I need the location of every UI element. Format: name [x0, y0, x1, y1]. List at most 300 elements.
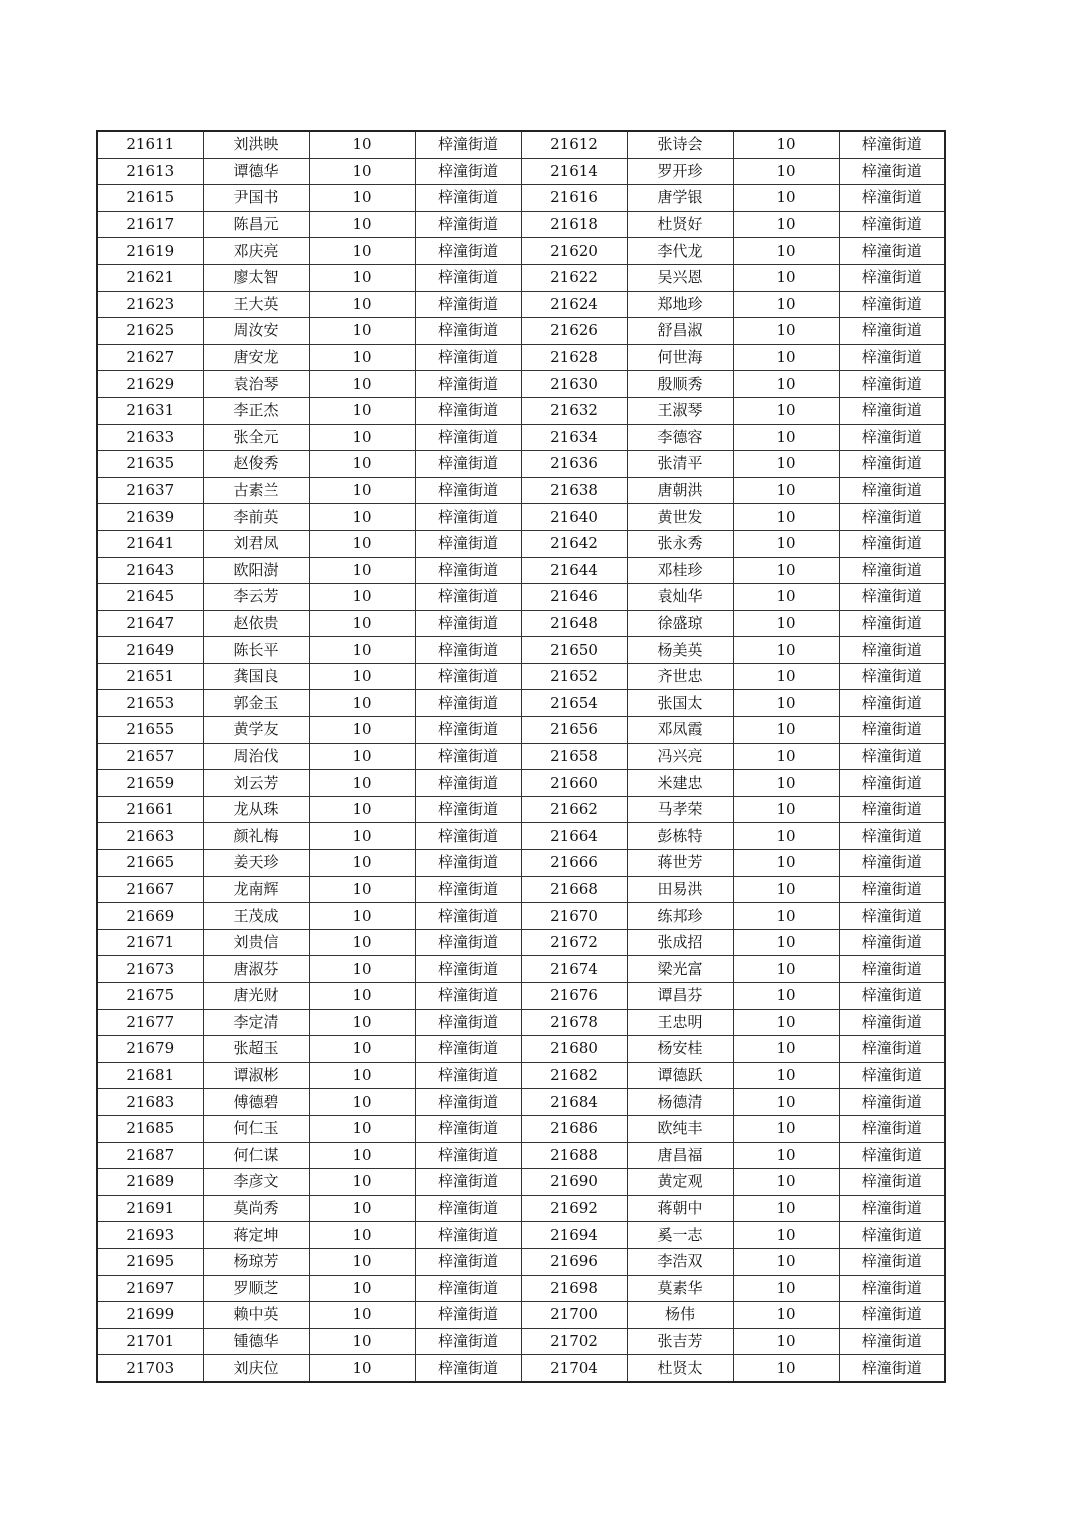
cell-id: 21618: [521, 211, 627, 238]
cell-amount: 10: [733, 1115, 839, 1142]
cell-street: 梓潼街道: [415, 743, 521, 770]
table-row: [97, 823, 945, 850]
cell-id: 21679: [97, 1036, 203, 1063]
cell-id: 21668: [521, 876, 627, 903]
cell-id: 21686: [521, 1115, 627, 1142]
table-row: [97, 903, 945, 930]
cell-name: 黄定观: [627, 1169, 733, 1196]
cell-street: 梓潼街道: [415, 663, 521, 690]
cell-amount: 10: [309, 1195, 415, 1222]
cell-name: 周治伐: [203, 743, 309, 770]
cell-street: 梓潼街道: [839, 876, 945, 903]
cell-amount: 10: [733, 637, 839, 664]
table-row: [97, 424, 945, 451]
cell-name: 杨琼芳: [203, 1248, 309, 1275]
cell-id: 21659: [97, 770, 203, 797]
cell-street: 梓潼街道: [415, 637, 521, 664]
cell-amount: 10: [309, 770, 415, 797]
cell-name: 周汝安: [203, 318, 309, 345]
cell-amount: 10: [733, 1222, 839, 1249]
cell-amount: 10: [309, 158, 415, 185]
cell-id: 21682: [521, 1062, 627, 1089]
table-row: [97, 1062, 945, 1089]
cell-street: 梓潼街道: [415, 291, 521, 318]
cell-id: 21632: [521, 397, 627, 424]
cell-amount: 10: [733, 424, 839, 451]
cell-street: 梓潼街道: [839, 717, 945, 744]
cell-name: 何世海: [627, 344, 733, 371]
table-row: [97, 1355, 945, 1382]
cell-id: 21667: [97, 876, 203, 903]
cell-street: 梓潼街道: [415, 584, 521, 611]
cell-street: 梓潼街道: [415, 424, 521, 451]
cell-amount: 10: [309, 1009, 415, 1036]
table-row: [97, 1302, 945, 1329]
table-row: [97, 929, 945, 956]
cell-street: 梓潼街道: [415, 823, 521, 850]
cell-amount: 10: [733, 318, 839, 345]
cell-name: 黄世发: [627, 504, 733, 531]
cell-amount: 10: [733, 1195, 839, 1222]
cell-amount: 10: [309, 743, 415, 770]
cell-id: 21671: [97, 929, 203, 956]
table-row: [97, 584, 945, 611]
cell-name: 莫素华: [627, 1275, 733, 1302]
cell-id: 21627: [97, 344, 203, 371]
cell-id: 21624: [521, 291, 627, 318]
cell-id: 21694: [521, 1222, 627, 1249]
cell-name: 谭昌芬: [627, 983, 733, 1010]
cell-street: 梓潼街道: [839, 344, 945, 371]
cell-street: 梓潼街道: [415, 1062, 521, 1089]
cell-name: 袁治琴: [203, 371, 309, 398]
cell-amount: 10: [733, 663, 839, 690]
cell-amount: 10: [309, 185, 415, 212]
cell-street: 梓潼街道: [415, 185, 521, 212]
cell-id: 21637: [97, 477, 203, 504]
cell-amount: 10: [733, 823, 839, 850]
cell-id: 21640: [521, 504, 627, 531]
cell-name: 李代龙: [627, 238, 733, 265]
cell-id: 21622: [521, 264, 627, 291]
cell-name: 赵俊秀: [203, 451, 309, 478]
table-row: [97, 185, 945, 212]
cell-name: 陈昌元: [203, 211, 309, 238]
cell-id: 21704: [521, 1355, 627, 1382]
cell-street: 梓潼街道: [839, 956, 945, 983]
table-row: [97, 850, 945, 877]
cell-street: 梓潼街道: [415, 504, 521, 531]
cell-name: 颜礼梅: [203, 823, 309, 850]
cell-street: 梓潼街道: [415, 1328, 521, 1355]
cell-name: 王忠明: [627, 1009, 733, 1036]
cell-name: 赵依贵: [203, 610, 309, 637]
cell-street: 梓潼街道: [839, 1248, 945, 1275]
cell-id: 21685: [97, 1115, 203, 1142]
cell-name: 何仁玉: [203, 1115, 309, 1142]
cell-id: 21646: [521, 584, 627, 611]
cell-street: 梓潼街道: [415, 318, 521, 345]
cell-amount: 10: [309, 1328, 415, 1355]
cell-id: 21657: [97, 743, 203, 770]
cell-id: 21631: [97, 397, 203, 424]
cell-street: 梓潼街道: [839, 371, 945, 398]
cell-street: 梓潼街道: [839, 131, 945, 158]
cell-amount: 10: [309, 264, 415, 291]
cell-name: 张清平: [627, 451, 733, 478]
table-row: [97, 477, 945, 504]
cell-name: 唐昌福: [627, 1142, 733, 1169]
cell-amount: 10: [309, 131, 415, 158]
cell-street: 梓潼街道: [415, 530, 521, 557]
cell-id: 21638: [521, 477, 627, 504]
cell-street: 梓潼街道: [839, 530, 945, 557]
cell-name: 练邦珍: [627, 903, 733, 930]
cell-id: 21611: [97, 131, 203, 158]
cell-id: 21665: [97, 850, 203, 877]
cell-street: 梓潼街道: [415, 929, 521, 956]
cell-street: 梓潼街道: [839, 823, 945, 850]
cell-amount: 10: [309, 211, 415, 238]
cell-id: 21688: [521, 1142, 627, 1169]
cell-name: 田易洪: [627, 876, 733, 903]
cell-id: 21643: [97, 557, 203, 584]
cell-name: 彭栋特: [627, 823, 733, 850]
cell-name: 尹国书: [203, 185, 309, 212]
cell-street: 梓潼街道: [415, 1169, 521, 1196]
cell-name: 陈长平: [203, 637, 309, 664]
cell-amount: 10: [309, 663, 415, 690]
cell-name: 何仁谋: [203, 1142, 309, 1169]
cell-id: 21703: [97, 1355, 203, 1382]
cell-name: 蒋定坤: [203, 1222, 309, 1249]
cell-id: 21696: [521, 1248, 627, 1275]
cell-name: 姜天珍: [203, 850, 309, 877]
cell-name: 刘贵信: [203, 929, 309, 956]
cell-street: 梓潼街道: [839, 451, 945, 478]
table-row: [97, 663, 945, 690]
cell-amount: 10: [309, 371, 415, 398]
cell-amount: 10: [733, 185, 839, 212]
cell-street: 梓潼街道: [415, 397, 521, 424]
cell-amount: 10: [733, 983, 839, 1010]
cell-street: 梓潼街道: [839, 1142, 945, 1169]
cell-amount: 10: [309, 477, 415, 504]
table-row: [97, 1169, 945, 1196]
cell-street: 梓潼街道: [415, 1355, 521, 1382]
cell-id: 21647: [97, 610, 203, 637]
cell-id: 21678: [521, 1009, 627, 1036]
cell-street: 梓潼街道: [415, 238, 521, 265]
cell-id: 21672: [521, 929, 627, 956]
roster-table: [96, 130, 946, 1383]
cell-street: 梓潼街道: [415, 211, 521, 238]
cell-name: 马孝荣: [627, 796, 733, 823]
cell-street: 梓潼街道: [839, 424, 945, 451]
cell-id: 21654: [521, 690, 627, 717]
cell-street: 梓潼街道: [839, 185, 945, 212]
cell-name: 张诗会: [627, 131, 733, 158]
cell-street: 梓潼街道: [415, 850, 521, 877]
cell-name: 邓凤霞: [627, 717, 733, 744]
cell-amount: 10: [733, 1355, 839, 1382]
cell-id: 21666: [521, 850, 627, 877]
cell-name: 赖中英: [203, 1302, 309, 1329]
cell-name: 李云芳: [203, 584, 309, 611]
cell-street: 梓潼街道: [839, 211, 945, 238]
cell-name: 唐安龙: [203, 344, 309, 371]
cell-amount: 10: [733, 1036, 839, 1063]
table-row: [97, 1275, 945, 1302]
cell-id: 21612: [521, 131, 627, 158]
cell-amount: 10: [733, 264, 839, 291]
cell-street: 梓潼街道: [415, 717, 521, 744]
cell-id: 21692: [521, 1195, 627, 1222]
cell-street: 梓潼街道: [839, 291, 945, 318]
cell-street: 梓潼街道: [839, 770, 945, 797]
cell-name: 欧阳澍: [203, 557, 309, 584]
cell-name: 舒昌淑: [627, 318, 733, 345]
cell-amount: 10: [309, 1169, 415, 1196]
cell-id: 21660: [521, 770, 627, 797]
cell-id: 21681: [97, 1062, 203, 1089]
cell-amount: 10: [733, 158, 839, 185]
cell-id: 21645: [97, 584, 203, 611]
cell-amount: 10: [309, 530, 415, 557]
table-row: [97, 796, 945, 823]
cell-name: 邓桂珍: [627, 557, 733, 584]
cell-id: 21674: [521, 956, 627, 983]
cell-id: 21673: [97, 956, 203, 983]
cell-id: 21655: [97, 717, 203, 744]
cell-amount: 10: [733, 584, 839, 611]
cell-id: 21634: [521, 424, 627, 451]
cell-amount: 10: [733, 956, 839, 983]
table-row: [97, 371, 945, 398]
table-row: [97, 1222, 945, 1249]
table-row: [97, 318, 945, 345]
cell-name: 张超玉: [203, 1036, 309, 1063]
cell-street: 梓潼街道: [839, 1062, 945, 1089]
cell-name: 张吉芳: [627, 1328, 733, 1355]
cell-id: 21653: [97, 690, 203, 717]
cell-id: 21650: [521, 637, 627, 664]
table-row: [97, 131, 945, 158]
cell-amount: 10: [733, 876, 839, 903]
cell-street: 梓潼街道: [415, 1089, 521, 1116]
cell-id: 21621: [97, 264, 203, 291]
cell-amount: 10: [733, 557, 839, 584]
cell-amount: 10: [733, 131, 839, 158]
cell-street: 梓潼街道: [415, 1302, 521, 1329]
table-row: [97, 1248, 945, 1275]
cell-street: 梓潼街道: [839, 1355, 945, 1382]
cell-street: 梓潼街道: [415, 903, 521, 930]
cell-name: 杨伟: [627, 1302, 733, 1329]
cell-amount: 10: [733, 1169, 839, 1196]
table-row: [97, 158, 945, 185]
cell-name: 齐世忠: [627, 663, 733, 690]
table-row: [97, 876, 945, 903]
cell-name: 唐光财: [203, 983, 309, 1010]
table-row: [97, 1089, 945, 1116]
cell-name: 徐盛琼: [627, 610, 733, 637]
cell-name: 张永秀: [627, 530, 733, 557]
cell-amount: 10: [733, 1062, 839, 1089]
cell-name: 罗开珍: [627, 158, 733, 185]
cell-name: 杨美英: [627, 637, 733, 664]
cell-id: 21656: [521, 717, 627, 744]
cell-street: 梓潼街道: [415, 796, 521, 823]
cell-id: 21670: [521, 903, 627, 930]
cell-name: 郭金玉: [203, 690, 309, 717]
cell-id: 21663: [97, 823, 203, 850]
cell-id: 21661: [97, 796, 203, 823]
cell-name: 张国太: [627, 690, 733, 717]
cell-amount: 10: [309, 318, 415, 345]
table-row: [97, 291, 945, 318]
cell-name: 殷顺秀: [627, 371, 733, 398]
cell-amount: 10: [733, 371, 839, 398]
table-row: [97, 1009, 945, 1036]
cell-street: 梓潼街道: [839, 1089, 945, 1116]
cell-id: 21642: [521, 530, 627, 557]
cell-id: 21697: [97, 1275, 203, 1302]
cell-amount: 10: [733, 451, 839, 478]
table-row: [97, 451, 945, 478]
cell-id: 21669: [97, 903, 203, 930]
cell-amount: 10: [733, 1275, 839, 1302]
cell-street: 梓潼街道: [839, 158, 945, 185]
cell-id: 21615: [97, 185, 203, 212]
table-row: [97, 1195, 945, 1222]
cell-id: 21662: [521, 796, 627, 823]
cell-amount: 10: [309, 929, 415, 956]
cell-name: 锺德华: [203, 1328, 309, 1355]
cell-street: 梓潼街道: [415, 264, 521, 291]
cell-id: 21676: [521, 983, 627, 1010]
cell-id: 21613: [97, 158, 203, 185]
cell-id: 21701: [97, 1328, 203, 1355]
cell-amount: 10: [309, 1248, 415, 1275]
cell-amount: 10: [733, 929, 839, 956]
cell-amount: 10: [733, 211, 839, 238]
cell-id: 21687: [97, 1142, 203, 1169]
table-row: [97, 264, 945, 291]
cell-amount: 10: [733, 610, 839, 637]
cell-name: 张成招: [627, 929, 733, 956]
cell-id: 21680: [521, 1036, 627, 1063]
cell-street: 梓潼街道: [839, 477, 945, 504]
cell-name: 杨安桂: [627, 1036, 733, 1063]
cell-street: 梓潼街道: [415, 876, 521, 903]
cell-amount: 10: [733, 291, 839, 318]
cell-name: 李彦文: [203, 1169, 309, 1196]
cell-id: 21619: [97, 238, 203, 265]
cell-name: 刘洪映: [203, 131, 309, 158]
cell-name: 杜贤好: [627, 211, 733, 238]
cell-id: 21693: [97, 1222, 203, 1249]
cell-name: 冯兴亮: [627, 743, 733, 770]
cell-street: 梓潼街道: [415, 770, 521, 797]
cell-amount: 10: [733, 1302, 839, 1329]
cell-name: 张全元: [203, 424, 309, 451]
cell-amount: 10: [309, 637, 415, 664]
cell-street: 梓潼街道: [839, 637, 945, 664]
cell-id: 21639: [97, 504, 203, 531]
cell-street: 梓潼街道: [839, 1195, 945, 1222]
cell-street: 梓潼街道: [839, 397, 945, 424]
table-row: [97, 344, 945, 371]
cell-id: 21617: [97, 211, 203, 238]
cell-amount: 10: [733, 903, 839, 930]
cell-id: 21644: [521, 557, 627, 584]
cell-street: 梓潼街道: [839, 1036, 945, 1063]
cell-amount: 10: [733, 1009, 839, 1036]
cell-name: 刘君凤: [203, 530, 309, 557]
cell-street: 梓潼街道: [839, 264, 945, 291]
cell-street: 梓潼街道: [839, 584, 945, 611]
cell-street: 梓潼街道: [839, 663, 945, 690]
cell-street: 梓潼街道: [415, 1115, 521, 1142]
table-row: [97, 983, 945, 1010]
cell-name: 李前英: [203, 504, 309, 531]
cell-amount: 10: [733, 1089, 839, 1116]
table-row: [97, 743, 945, 770]
cell-name: 李德容: [627, 424, 733, 451]
cell-street: 梓潼街道: [839, 557, 945, 584]
cell-name: 莫尚秀: [203, 1195, 309, 1222]
cell-name: 郑地珍: [627, 291, 733, 318]
cell-id: 21648: [521, 610, 627, 637]
cell-name: 李正杰: [203, 397, 309, 424]
table-row: [97, 717, 945, 744]
cell-street: 梓潼街道: [415, 344, 521, 371]
cell-name: 谭淑彬: [203, 1062, 309, 1089]
cell-amount: 10: [309, 451, 415, 478]
cell-amount: 10: [733, 690, 839, 717]
cell-name: 唐淑芬: [203, 956, 309, 983]
cell-id: 21628: [521, 344, 627, 371]
cell-amount: 10: [733, 770, 839, 797]
cell-amount: 10: [309, 1089, 415, 1116]
cell-amount: 10: [309, 956, 415, 983]
cell-id: 21690: [521, 1169, 627, 1196]
cell-street: 梓潼街道: [839, 1009, 945, 1036]
cell-street: 梓潼街道: [839, 1302, 945, 1329]
table-row: [97, 397, 945, 424]
cell-street: 梓潼街道: [839, 1275, 945, 1302]
cell-amount: 10: [309, 584, 415, 611]
cell-amount: 10: [309, 1275, 415, 1302]
cell-street: 梓潼街道: [839, 929, 945, 956]
cell-street: 梓潼街道: [839, 850, 945, 877]
cell-amount: 10: [309, 903, 415, 930]
cell-amount: 10: [309, 823, 415, 850]
cell-street: 梓潼街道: [415, 158, 521, 185]
cell-street: 梓潼街道: [839, 318, 945, 345]
cell-name: 奚一志: [627, 1222, 733, 1249]
cell-street: 梓潼街道: [415, 956, 521, 983]
cell-name: 唐学银: [627, 185, 733, 212]
cell-name: 王茂成: [203, 903, 309, 930]
cell-amount: 10: [309, 238, 415, 265]
cell-amount: 10: [733, 477, 839, 504]
cell-name: 米建忠: [627, 770, 733, 797]
cell-name: 邓庆亮: [203, 238, 309, 265]
cell-street: 梓潼街道: [415, 1142, 521, 1169]
cell-name: 龚国良: [203, 663, 309, 690]
